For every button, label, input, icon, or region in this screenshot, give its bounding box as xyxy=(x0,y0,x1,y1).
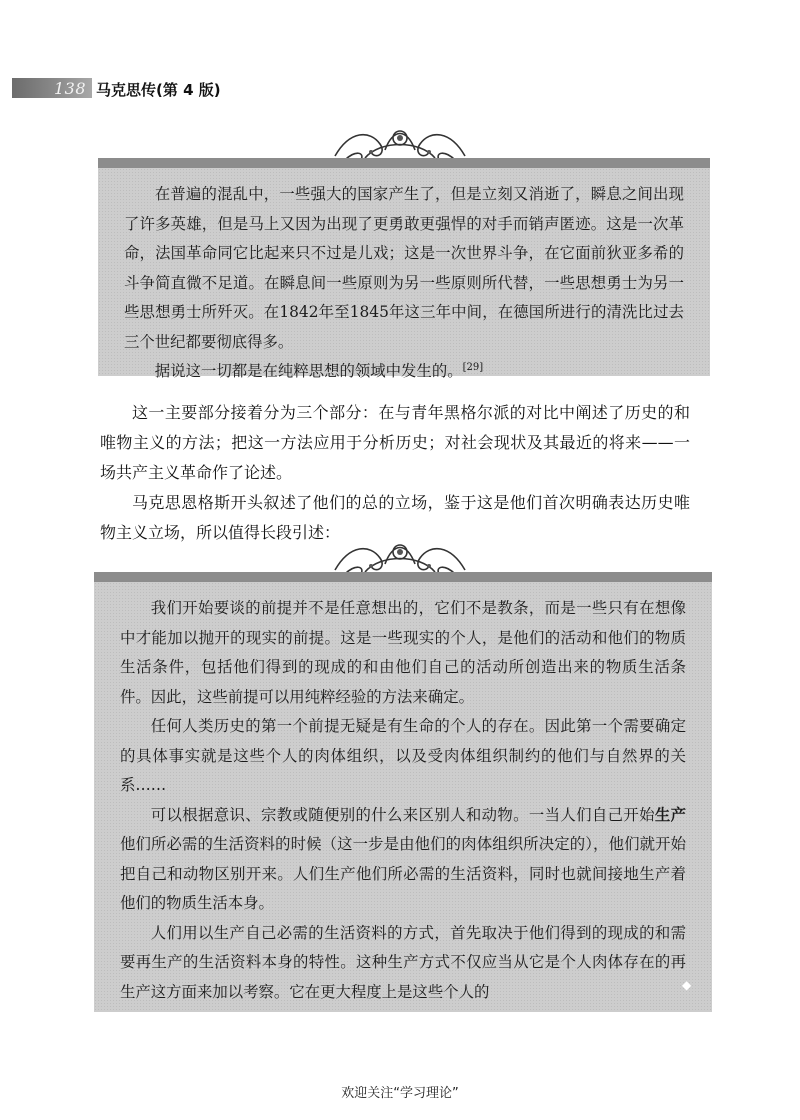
page-number: 138 xyxy=(53,79,86,98)
book-title: 马克思传(第 4 版) xyxy=(96,81,221,99)
quote-block-1 xyxy=(98,158,710,380)
quote1-paragraph-2-text: 据说这一切都是在纯粹思想的领域中发生的。 xyxy=(154,362,463,380)
footnote-ref: [29] xyxy=(462,361,484,373)
body-paragraph-2: 马克思恩格斯开头叙述了他们的总的立场，鉴于这是他们首次明确表达历史唯物主义立场，所以值得长段引述： xyxy=(100,493,690,542)
running-header xyxy=(0,78,800,100)
quote1-paragraph-2 xyxy=(124,357,684,387)
quote2-p3-before: 可以根据意识、宗教或随便别的什么来区别人和动物。一当人们自己开始 xyxy=(150,805,655,824)
quote2-p3-after: 他们所必需的生活资料的时候（这一步是由他们的肉体组织所决定的），他们就开始把自己和动物区别开来。人们生产他们所必需的生活资料，同时也就间接地生产着他们的物质生活本身。 xyxy=(120,835,686,912)
quote2-paragraph-2: 任何人类历史的第一个前提无疑是有生命的个人的存在。因此第一个需要确定的具体事实就是这些个人的肉体组织，以及受肉体组织制约的他们与自然界的关系…… xyxy=(120,717,686,794)
quote1-paragraph-1: 在普遍的混乱中，一些强大的国家产生了，但是立刻又消逝了，瞬息之间出现了许多英雄，但是马上又因为出现了更勇敢更强悍的对手而销声匿迹。这是一次革命，法国革命同它比起来只不过是儿戏；这是一次世界斗争，在它面前狄亚多希的斗争简直微不足道。在瞬息间一些原则为另一些原则所代替，一些思想勇士为另一些思想勇士所歼灭。在1842年至1845年这三年中间，在德国所进行的清洗比过去三个世纪都要彻底得多。 xyxy=(124,185,684,351)
quote-block-2 xyxy=(94,572,712,1012)
quote2-p3-emphasis: 生产 xyxy=(654,805,686,824)
quote2-paragraph-4: 人们用以生产自己必需的生活资料的方式，首先取决于他们得到的现成的和需要再生产的生活资料本身的特性。这种生产方式不仅应当从它是个人肉体存在的再生产这方面来加以考察。它在更大程度上是这些个人的 xyxy=(120,923,686,1001)
footer-text: 欢迎关注“学习理论” xyxy=(341,1086,459,1101)
page-number-tab xyxy=(12,78,92,98)
quote2-paragraph-1: 我们开始要谈的前提并不是任意想出的，它们不是教条，而是一些只有在想像中才能加以抛开的现实的前提。这是一些现实的个人，是他们的活动和他们的物质生活条件，包括他们得到的现成的和由他们自己的活动所创造出来的物质生活条件。因此，这些前提可以用纯粹经验的方法来确定。 xyxy=(120,599,686,706)
body-text xyxy=(100,398,690,548)
body-paragraph-1: 这一主要部分接着分为三个部分：在与青年黑格尔派的对比中阐述了历史的和唯物主义的方法；把这一方法应用于分析历史；对社会现状及其最近的将来——一场共产主义革命作了论述。 xyxy=(100,403,690,482)
continue-marker-icon: ◆ xyxy=(682,978,692,992)
quote2-paragraph-3 xyxy=(120,801,686,919)
